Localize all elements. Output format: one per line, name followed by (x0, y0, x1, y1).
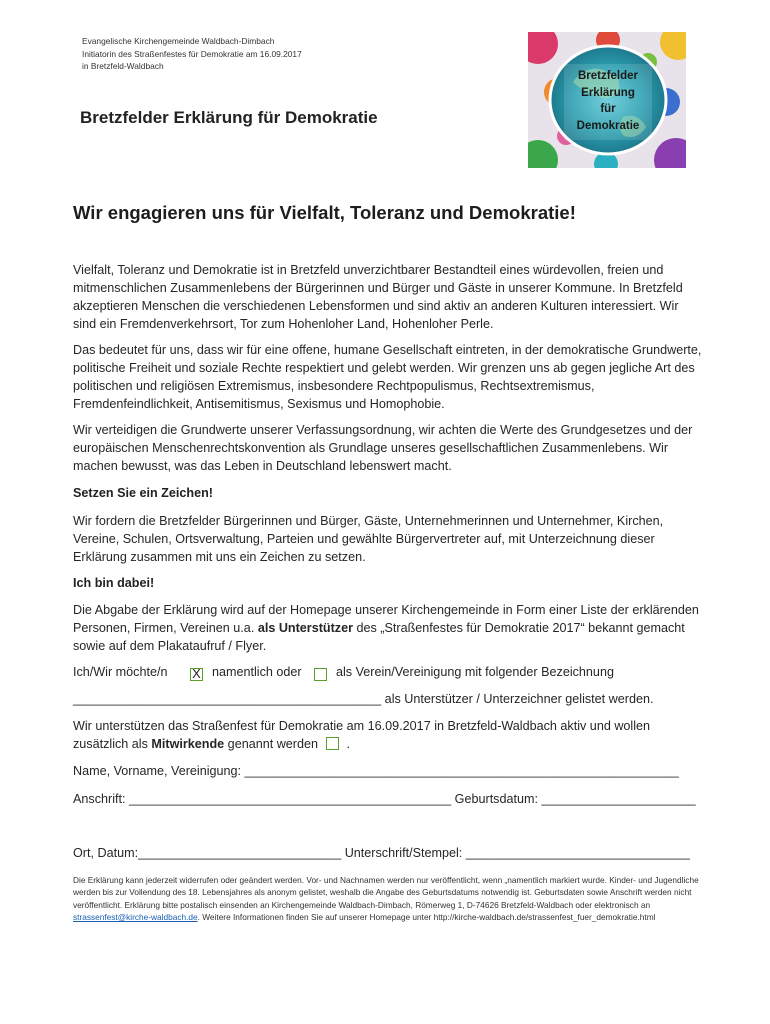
org-line-3: in Bretzfeld-Waldbach (82, 61, 164, 71)
signature-row (73, 846, 690, 860)
name-field[interactable]: ______________________________________________________________ (244, 764, 679, 778)
support-line-1: Wir unterstützen das Straßenfest für Demokratie am 16.09.2017 in Bretzfeld-Waldbach aktiv und wollen (73, 719, 651, 733)
association-name-row (73, 692, 653, 706)
name-label: Name, Vorname, Vereinigung: (73, 764, 245, 778)
subtitle: Wir engagieren uns für Vielfalt, Toleranz und Demokratie! (73, 202, 576, 223)
checkbox-by-name[interactable] (190, 666, 203, 684)
footer-text-1: Die Erklärung kann jederzeit widerrufen oder geändert werden. Vor- und Nachnamen werden nur veröffentlicht, wenn „namentlich markiert wurde. Kinder- und Jugendliche werden bis zur Vollendung des 18. Lebensjahres als anonym gelistet, weshalb die Angabe des Geburtsdatums notwendig ist. Geburtsdaten sowie Anschrift werden nicht veröffentlicht. Erklärung bitte postalisch einsenden an Kirchengemeinde Waldbach-Dimbach, Römerweg 1, D-74626 Bretzfeld-Waldbach oder elektronisch an (73, 875, 699, 910)
support-line-2-start: zusätzlich als (73, 737, 152, 751)
logo-line-2: Erklärung (581, 87, 635, 99)
option-association-label: als Verein/Vereinigung mit folgender Bezeichnung (336, 665, 614, 679)
address-field[interactable]: ______________________________________________ (129, 792, 452, 806)
address-row (73, 792, 696, 806)
paragraph-5-end: des „Straßenfestes für Demokratie 2017“ bekannt gemacht sowie auf dem Plakataufruf / Flyer. (73, 621, 685, 653)
listed-text: als Unterstützer / Unterzeichner gelistet werden. (381, 692, 654, 706)
choice-label: Ich/Wir möchte/n (73, 665, 168, 679)
paragraph-2: Das bedeutet für uns, dass wir für eine offene, humane Gesellschaft eintreten, in der demokratische Grundwerte, politische Freiheit und soziale Rechte respektiert und gelebt werden. Wir grenzen uns ab gegen jegliche Art des politischen und religiösen Extremismus, insbesondere Rechtpopulismus, Rechtsextremismus, Fremdenfeindlichkeit, Antisemitismus, Sexismus und Homophobie. (73, 343, 702, 411)
birthdate-field[interactable]: ______________________ (541, 792, 696, 806)
name-row (73, 764, 679, 778)
signature-field[interactable]: ________________________________ (465, 846, 690, 860)
place-date-field[interactable]: _____________________________ (138, 846, 342, 860)
org-line-2: Initiatorin des Straßenfestes für Demokratie am 16.09.2017 (82, 48, 302, 59)
place-date-label: Ort, Datum: (73, 846, 139, 860)
association-name-field[interactable]: ____________________________________________ (73, 692, 382, 706)
paragraph-4: Wir fordern die Bretzfelder Bürgerinnen und Bürger, Gäste, Unternehmerinnen und Unternehmer, Kirchen, Vereine, Schulen, Ortsverwaltung, Parteien und gewählte Bürgervertreter auf, mit Unterzeichnung dieser Erklärung zusammen mit uns ein Zeichen zu setzen. (73, 514, 664, 564)
heading-set-sign: Setzen Sie ein Zeichen! (73, 486, 213, 500)
option-by-name-label: namentlich oder (212, 665, 302, 679)
paragraph-5-bold: als Unterstützer (257, 621, 353, 635)
paragraph-5-start: Die Abgabe der Erklärung wird auf der Homepage unserer Kirchengemeinde in Form einer Liste der erklärenden Personen, Firmen, Vereinen u.a. (73, 603, 699, 635)
organization-header (82, 35, 302, 73)
paragraph-3: Wir verteidigen die Grundwerte unserer Verfassungsordnung, wir achten die Werte des Grundgesetzes und der europäischen Menschenrechtskonvention als Grundlage unseres gesellschaftlichen Zusammenlebens. Wir machen bewusst, was das Leben in Deutschland lebenswert macht. (73, 423, 693, 473)
logo-line-4: Demokratie (576, 120, 640, 132)
footer-text-2: . Weitere Informationen finden Sie auf unserer Homepage unter http://kirche-waldbach.de/strassenfest_fuer_demokratie.html (197, 911, 656, 922)
paragraph-1: Vielfalt, Toleranz und Demokratie ist in Bretzfeld unverzichtbarer Bestandteil eines würdevollen, freien und mitmenschlichen Zusammenlebens der Bürgerinnen und Bürger und Gäste in unserer Kommune. In Bretzfeld akzeptieren Menschen die verschiedenen Lebensformen und sind aktiv an anderen Kulturen interessiert. Wir sind ein Fremdenverkehrsort, Tor zum Hohenloher Land, Hohenloher Perle. (73, 263, 683, 331)
org-line-1: Evangelische Kirchengemeinde Waldbach-Dimbach (82, 36, 275, 46)
checkbox-mark: X (192, 666, 201, 681)
support-contributor-bold: Mitwirkende (151, 737, 225, 751)
checkbox-as-association[interactable] (314, 666, 327, 684)
heading-im-in: Ich bin dabei! (73, 576, 155, 590)
address-label: Anschrift: (73, 792, 129, 806)
checkbox-contributor[interactable] (326, 737, 339, 750)
declaration-logo (528, 32, 686, 168)
logo-line-3: für (600, 103, 616, 115)
birthdate-label: Geburtsdatum: (451, 792, 542, 806)
footer-note (73, 874, 713, 923)
support-line-2-end: genannt werden (224, 737, 319, 751)
paragraph-5 (73, 601, 703, 655)
support-line-2 (73, 737, 350, 751)
support-period: . (346, 737, 351, 751)
email-link[interactable]: strassenfest@kirche-waldbach.de (73, 911, 198, 922)
logo-line-1: Bretzfelder (577, 70, 639, 82)
page-title: Bretzfelder Erklärung für Demokratie (80, 108, 378, 127)
signature-label: Unterschrift/Stempel: (341, 846, 466, 860)
